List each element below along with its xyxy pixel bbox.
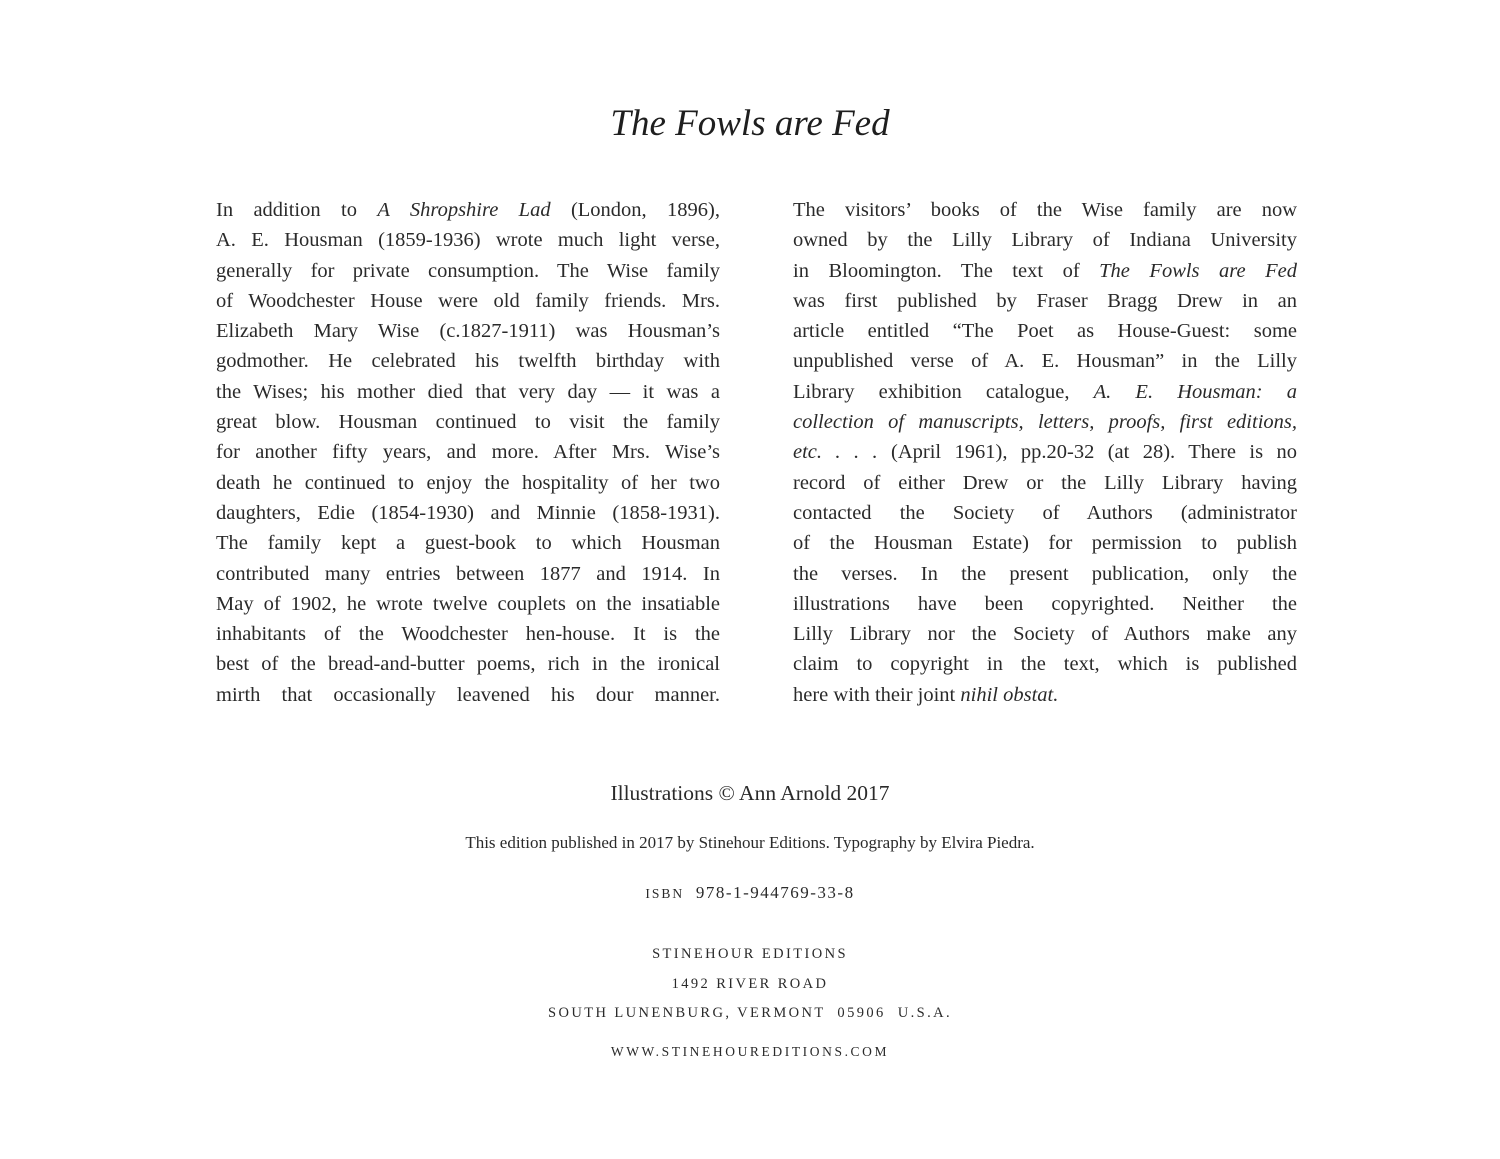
body-text: in Bloomington. The text of xyxy=(793,259,1100,282)
publisher-city: SOUTH LUNENBURG, VERMONT 05906 U.S.A. xyxy=(547,1005,953,1021)
italic-text: A. E. Housman: a xyxy=(1093,380,1297,403)
body-text: May of 1902, he wrote twelve couplets on the insatiable xyxy=(216,592,720,615)
body-text: article entitled “The Poet as House-Guest: some xyxy=(793,320,1297,343)
body-text: claim to copyright in the text, which is published xyxy=(793,653,1297,676)
body-text: In addition to xyxy=(216,199,378,221)
text-line xyxy=(216,407,720,437)
body-text: great blow. Housman continued to visit the family xyxy=(216,411,720,434)
text-line xyxy=(216,468,720,498)
text-line xyxy=(216,225,720,255)
text-line xyxy=(793,437,1297,467)
body-text: mirth that occasionally leavened his dour manner. xyxy=(216,683,720,706)
isbn-line xyxy=(0,880,1500,907)
text-line xyxy=(793,195,1297,225)
text-line xyxy=(216,559,720,589)
body-text: was first published by Fraser Bragg Drew in an xyxy=(793,289,1297,312)
text-line xyxy=(216,195,720,225)
intro-column-right xyxy=(793,195,1297,710)
body-text: illustrations have been copyrighted. Neither the xyxy=(793,592,1297,615)
body-text: daughters, Edie (1854-1930) and Minnie (1858-1931). xyxy=(216,501,720,524)
publisher-name: STINEHOUR EDITIONS xyxy=(652,946,848,962)
text-line xyxy=(216,316,720,346)
body-text: contributed many entries between 1877 and 1914. In xyxy=(216,562,720,585)
edition-note: This edition published in 2017 by Stinehour Editions. Typography by Elvira Piedra. xyxy=(465,833,1035,852)
body-text: The visitors’ books of the Wise family are now xyxy=(793,199,1297,221)
body-text: the Wises; his mother died that very day — it was a xyxy=(216,380,720,403)
text-line xyxy=(793,528,1297,558)
text-line xyxy=(793,407,1297,437)
body-text: inhabitants of the Woodchester hen-house. It is the xyxy=(216,623,720,646)
text-line xyxy=(216,589,720,619)
text-line xyxy=(793,286,1297,316)
illustrations-credit: Illustrations © Ann Arnold 2017 xyxy=(610,781,890,805)
intro-column-left xyxy=(216,195,720,710)
text-line xyxy=(216,680,720,710)
text-line xyxy=(793,680,1297,710)
body-text: owned by the Lilly Library of Indiana University xyxy=(793,229,1297,252)
text-line xyxy=(216,346,720,376)
body-text: death he continued to enjoy the hospitality of her two xyxy=(216,471,720,494)
text-line xyxy=(216,528,720,558)
body-text: of the Housman Estate) for permission to publish xyxy=(793,532,1297,555)
italic-text: etc. . . . xyxy=(793,441,878,464)
italic-text: The Fowls are Fed xyxy=(1099,259,1297,282)
text-line xyxy=(793,619,1297,649)
text-line xyxy=(793,468,1297,498)
text-line xyxy=(793,559,1297,589)
body-text: The family kept a guest-book to which Housman xyxy=(216,532,720,555)
text-line xyxy=(216,619,720,649)
isbn-number: 978-1-944769-33-8 xyxy=(695,883,855,902)
body-text: A. E. Housman (1859-1936) wrote much light verse, xyxy=(216,229,720,252)
body-text: Library exhibition catalogue, xyxy=(793,380,1094,403)
italic-text: nihil obstat. xyxy=(960,683,1059,706)
body-text: here with their joint xyxy=(793,683,961,706)
text-line xyxy=(216,649,720,679)
text-line xyxy=(793,346,1297,376)
text-line xyxy=(793,589,1297,619)
isbn-label: ISBN xyxy=(645,886,685,901)
text-line xyxy=(216,437,720,467)
body-text: contacted the Society of Authors (administrator xyxy=(793,501,1297,524)
body-text: generally for private consumption. The Wise family xyxy=(216,259,720,282)
text-line xyxy=(216,498,720,528)
body-text: Elizabeth Mary Wise (c.1827-1911) was Housman’s xyxy=(216,320,720,343)
text-line xyxy=(216,286,720,316)
page-title: The Fowls are Fed xyxy=(610,103,890,144)
text-line xyxy=(793,377,1297,407)
text-line xyxy=(793,649,1297,679)
italic-text: A Shropshire Lad xyxy=(377,199,551,221)
body-text: of Woodchester House were old family friends. Mrs. xyxy=(216,289,720,312)
text-line xyxy=(216,256,720,286)
text-line xyxy=(793,498,1297,528)
text-line xyxy=(216,377,720,407)
body-text: best of the bread-and-butter poems, rich in the ironical xyxy=(216,653,720,676)
text-line xyxy=(793,316,1297,346)
body-text: Lilly Library nor the Society of Authors make any xyxy=(793,623,1297,646)
publisher-street: 1492 RIVER ROAD xyxy=(671,975,829,992)
body-text: record of either Drew or the Lilly Library having xyxy=(793,471,1297,494)
italic-text: collection of manuscripts, letters, proofs, first editions, xyxy=(793,411,1297,434)
body-text: the verses. In the present publication, only the xyxy=(793,562,1297,585)
publisher-address xyxy=(0,940,1500,1029)
body-text: for another fifty years, and more. After Mrs. Wise’s xyxy=(216,441,720,464)
publisher-website[interactable]: WWW.STINEHOUREDITIONS.COM xyxy=(610,1044,890,1059)
body-text: (April 1961), pp.20-32 (at 28). There is no xyxy=(877,441,1297,464)
text-line xyxy=(793,225,1297,255)
text-line xyxy=(793,256,1297,286)
body-text: unpublished verse of A. E. Housman” in the Lilly xyxy=(793,350,1297,373)
body-text: (London, 1896), xyxy=(550,199,720,221)
body-text: godmother. He celebrated his twelfth birthday with xyxy=(216,350,720,373)
